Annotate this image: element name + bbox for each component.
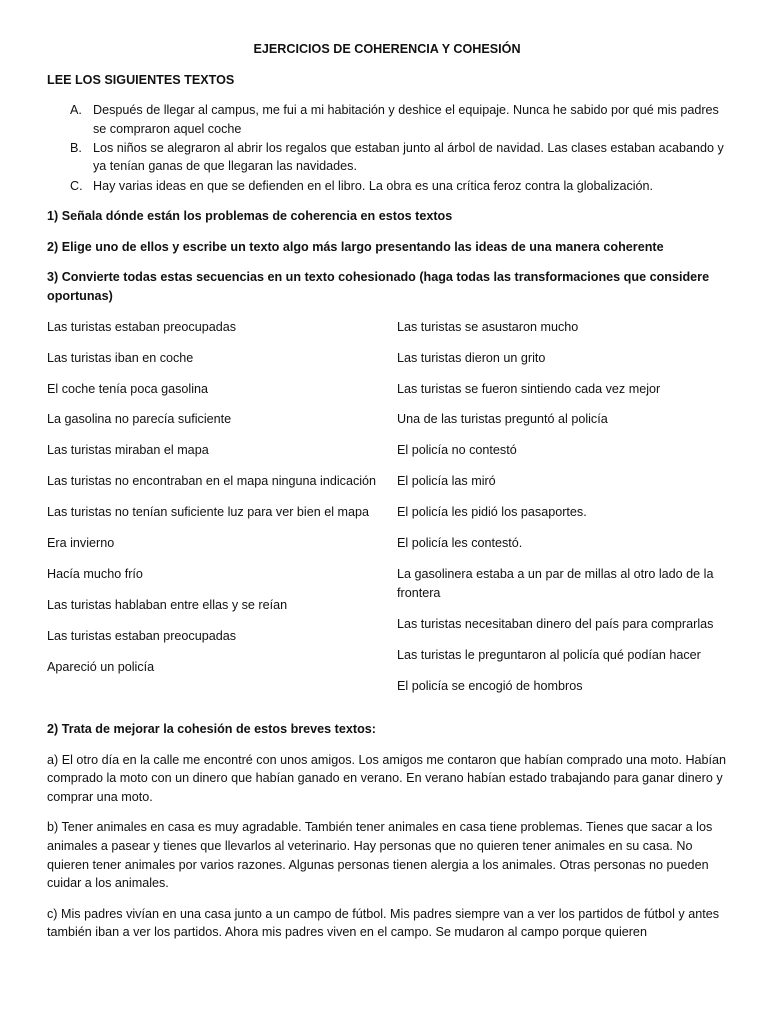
- list-text: Hay varias ideas en que se defienden en el libro. La obra es una crítica feroz contra la globalización.: [93, 178, 654, 193]
- sequence-item: Las turistas se asustaron mucho: [397, 319, 579, 334]
- list-marker: A.: [70, 103, 82, 118]
- sequence-item: La gasolinera estaba a un par de millas al otro lado de la frontera: [397, 567, 714, 600]
- list-text: Los niños se alegraron al abrir los regalos que estaban junto al árbol de navidad. Las clases estaban acabando y ya tenían ganas de que llegaran las navidades.: [93, 140, 724, 174]
- sequence-item: El coche tenía poca gasolina: [47, 381, 209, 396]
- sequence-item: Las turistas hablaban entre ellas y se reían: [47, 598, 288, 613]
- list-marker: B.: [70, 140, 82, 155]
- question-4: 2) Trata de mejorar la cohesión de estos breves textos:: [47, 721, 376, 736]
- question-2: 2) Elige uno de ellos y escribe un texto algo más largo presentando las ideas de una manera coherente: [47, 239, 664, 254]
- sequence-item: Las turistas estaban preocupadas: [47, 319, 237, 334]
- question-1: 1) Señala dónde están los problemas de coherencia en estos textos: [47, 209, 453, 224]
- sequence-item: Las turistas iban en coche: [47, 350, 194, 365]
- sequence-item: Las turistas necesitaban dinero del país para comprarlas: [397, 616, 714, 631]
- list-item: [47, 139, 727, 176]
- list-item: [47, 101, 727, 138]
- document-page: [47, 40, 727, 954]
- sequence-item: Las turistas no tenían suficiente luz para ver bien el mapa: [47, 505, 370, 520]
- sequence-item: Las turistas estaban preocupadas: [47, 629, 237, 644]
- sequence-item: Las turistas se fueron sintiendo cada vez mejor: [397, 381, 661, 396]
- list-text: Después de llegar al campus, me fui a mi habitación y deshice el equipaje. Nunca he sabido por qué mis padres se compraron aquel coche: [93, 103, 719, 136]
- sequence-item: El policía les pidió los pasaportes.: [397, 505, 587, 520]
- sequence-item: Apareció un policía: [47, 660, 155, 675]
- sequences-left-column: [47, 318, 377, 708]
- sequence-item: Hacía mucho frío: [47, 567, 143, 582]
- sequence-item: Las turistas miraban el mapa: [47, 443, 209, 458]
- sequence-item: Una de las turistas preguntó al policía: [397, 412, 608, 427]
- list-item: [47, 177, 727, 196]
- page-title: EJERCICIOS DE COHERENCIA Y COHESIÓN: [253, 42, 521, 56]
- sequence-item: El policía las miró: [397, 474, 496, 489]
- paragraph-a: a) El otro día en la calle me encontré con unos amigos. Los amigos me contaron que habían comprado una moto. Habían comprado la moto con un dinero que habían ganado en verano. En verano habían estado trabajando para ganar dinero y comprar una moto.: [47, 752, 727, 804]
- sequences-right-column: [397, 318, 727, 708]
- sequence-item: Las turistas le preguntaron al policía qué podían hacer: [397, 647, 701, 662]
- sequence-item: Las turistas dieron un grito: [397, 350, 546, 365]
- sequences-columns: [47, 318, 727, 708]
- texts-list: [47, 101, 727, 195]
- sequence-item: El policía no contestó: [397, 443, 517, 458]
- list-marker: C.: [70, 178, 83, 193]
- sequence-item: La gasolina no parecía suficiente: [47, 412, 232, 427]
- sequence-item: El policía se encogió de hombros: [397, 678, 583, 693]
- sequence-item: El policía les contestó.: [397, 536, 523, 551]
- sequence-item: Era invierno: [47, 536, 115, 551]
- question-3: 3) Convierte todas estas secuencias en un texto cohesionado (haga todas las transformaciones que considere oportunas): [47, 270, 710, 303]
- paragraph-c: c) Mis padres vivían en una casa junto a un campo de fútbol. Mis padres siempre van a ver los partidos de fútbol y antes también iban a ver los partidos. Ahora mis padres viven en el campo. Se mudaron al campo porque quieren: [47, 906, 720, 940]
- paragraph-b: b) Tener animales en casa es muy agradable. También tener animales en casa tiene problemas. Tienes que sacar a los animales a pasear y tienes que llevarlos al veterinario. Hay personas que no quieren tener animales en su casa. No quieren tener animales por varios razones. Algunas personas tienen alergia a los animales. Otras personas no pueden cuidar a los animales.: [47, 820, 713, 891]
- section-heading: LEE LOS SIGUIENTES TEXTOS: [47, 72, 235, 87]
- sequence-item: Las turistas no encontraban en el mapa ninguna indicación: [47, 474, 377, 489]
